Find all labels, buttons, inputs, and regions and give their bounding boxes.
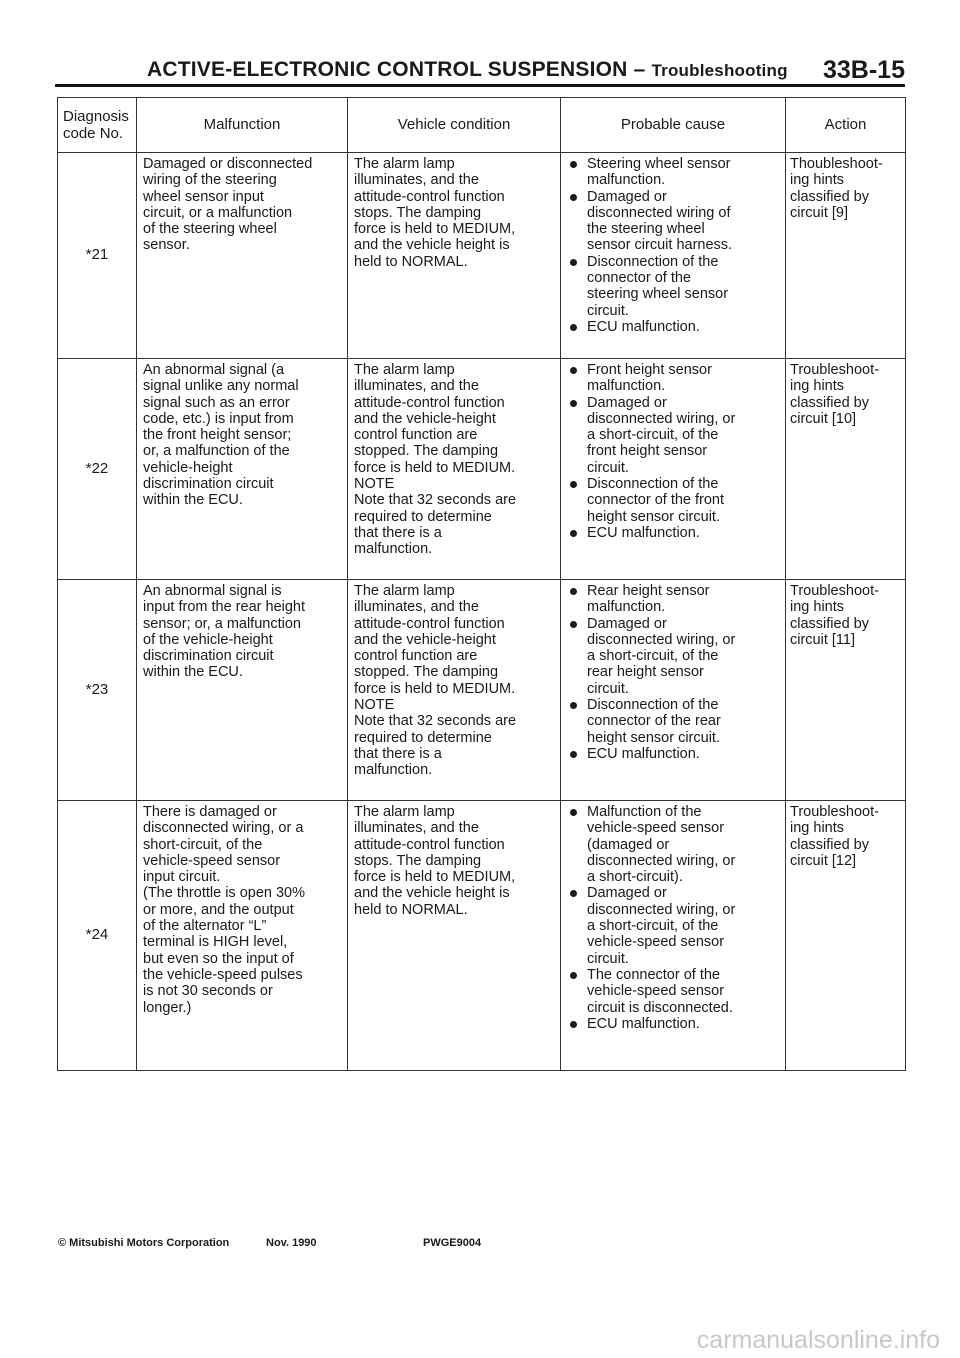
diagnosis-code: *23: [58, 580, 137, 801]
vehicle-condition-cell: The alarm lamp illuminates, and the attitude-control function and the vehicle-height control function are stopped. The damping force is held to MEDIUM. NOTE Note that 32 seconds are required to determine that there is a malfunction.: [348, 359, 561, 580]
section-subtitle: Troubleshooting: [651, 61, 788, 80]
column-header-code: Diagnosis code No.: [58, 98, 137, 153]
table-row: [58, 359, 906, 580]
cause-item: Steering wheel sensor malfunction.: [567, 156, 781, 189]
action-cell: Troubleshoot- ing hints classified by circuit [11]: [786, 580, 906, 801]
diagnosis-code: *22: [58, 359, 137, 580]
header-rule: [55, 84, 905, 87]
table-row: [58, 580, 906, 801]
title-dash: –: [633, 58, 646, 81]
diagnosis-code: *21: [58, 153, 137, 359]
column-header-malfunction: Malfunction: [137, 98, 348, 153]
cause-item: ECU malfunction.: [567, 1016, 781, 1032]
cause-item: Disconnection of the connector of the front height sensor circuit.: [567, 476, 781, 525]
publication-date: Nov. 1990: [266, 1237, 317, 1249]
cause-item: ECU malfunction.: [567, 525, 781, 541]
cause-item: Malfunction of the vehicle-speed sensor (damaged or disconnected wiring, or a short-circuit).: [567, 804, 781, 885]
diagnosis-code: *24: [58, 801, 137, 1071]
page-number: 33B-15: [823, 56, 905, 84]
section-title: ACTIVE-ELECTRONIC CONTROL SUSPENSION: [147, 58, 628, 81]
probable-cause-cell: [561, 359, 786, 580]
page-title: [147, 58, 788, 82]
cause-list: [567, 804, 781, 1032]
table-row: [58, 153, 906, 359]
cause-list: [567, 156, 781, 335]
column-header-condition: Vehicle condition: [348, 98, 561, 153]
action-cell: Troubleshoot- ing hints classified by circuit [10]: [786, 359, 906, 580]
cause-item: Damaged or disconnected wiring of the steering wheel sensor circuit harness.: [567, 189, 781, 254]
malfunction-cell: An abnormal signal (a signal unlike any normal signal such as an error code, etc.) is input from the front height sensor; or, a malfunction of the vehicle-height discrimination circuit within the ECU.: [137, 359, 348, 580]
table-header-row: [58, 98, 906, 153]
malfunction-cell: Damaged or disconnected wiring of the steering wheel sensor input circuit, or a malfunction of the steering wheel sensor.: [137, 153, 348, 359]
watermark-text: carmanualsonline.info: [696, 1326, 940, 1354]
malfunction-cell: There is damaged or disconnected wiring, or a short-circuit, of the vehicle-speed sensor input circuit. (The throttle is open 30% or more, and the output of the alternator “L” terminal is HIGH level, but even so the input of the vehicle-speed pulses is not 30 seconds or longer.): [137, 801, 348, 1071]
diagnosis-table: [57, 97, 906, 1071]
column-header-action: Action: [786, 98, 906, 153]
vehicle-condition-cell: The alarm lamp illuminates, and the attitude-control function and the vehicle-height control function are stopped. The damping force is held to MEDIUM. NOTE Note that 32 seconds are required to determine that there is a malfunction.: [348, 580, 561, 801]
probable-cause-cell: [561, 801, 786, 1071]
cause-item: Disconnection of the connector of the steering wheel sensor circuit.: [567, 254, 781, 319]
cause-item: Rear height sensor malfunction.: [567, 583, 781, 616]
cause-list: [567, 362, 781, 541]
table-row: [58, 801, 906, 1071]
vehicle-condition-cell: The alarm lamp illuminates, and the attitude-control function stops. The damping force is held to MEDIUM, and the vehicle height is held to NORMAL.: [348, 801, 561, 1071]
cause-item: Damaged or disconnected wiring, or a short-circuit, of the rear height sensor circuit.: [567, 616, 781, 697]
cause-item: The connector of the vehicle-speed sensor circuit is disconnected.: [567, 967, 781, 1016]
cause-item: Damaged or disconnected wiring, or a short-circuit, of the vehicle-speed sensor circuit.: [567, 885, 781, 966]
cause-item: Front height sensor malfunction.: [567, 362, 781, 395]
action-cell: Troubleshoot- ing hints classified by circuit [12]: [786, 801, 906, 1071]
cause-item: ECU malfunction.: [567, 319, 781, 335]
cause-list: [567, 583, 781, 762]
probable-cause-cell: [561, 580, 786, 801]
page-header: [55, 50, 905, 90]
cause-item: ECU malfunction.: [567, 746, 781, 762]
vehicle-condition-cell: The alarm lamp illuminates, and the attitude-control function stops. The damping force is held to MEDIUM, and the vehicle height is held to NORMAL.: [348, 153, 561, 359]
cause-item: Disconnection of the connector of the rear height sensor circuit.: [567, 697, 781, 746]
column-header-cause: Probable cause: [561, 98, 786, 153]
malfunction-cell: An abnormal signal is input from the rear height sensor; or, a malfunction of the vehicle-height discrimination circuit within the ECU.: [137, 580, 348, 801]
copyright-text: © Mitsubishi Motors Corporation: [58, 1237, 230, 1249]
document-code: PWGE9004: [423, 1237, 482, 1249]
action-cell: Thoubleshoot- ing hints classified by circuit [9]: [786, 153, 906, 359]
probable-cause-cell: [561, 153, 786, 359]
cause-item: Damaged or disconnected wiring, or a short-circuit, of the front height sensor circuit.: [567, 395, 781, 476]
